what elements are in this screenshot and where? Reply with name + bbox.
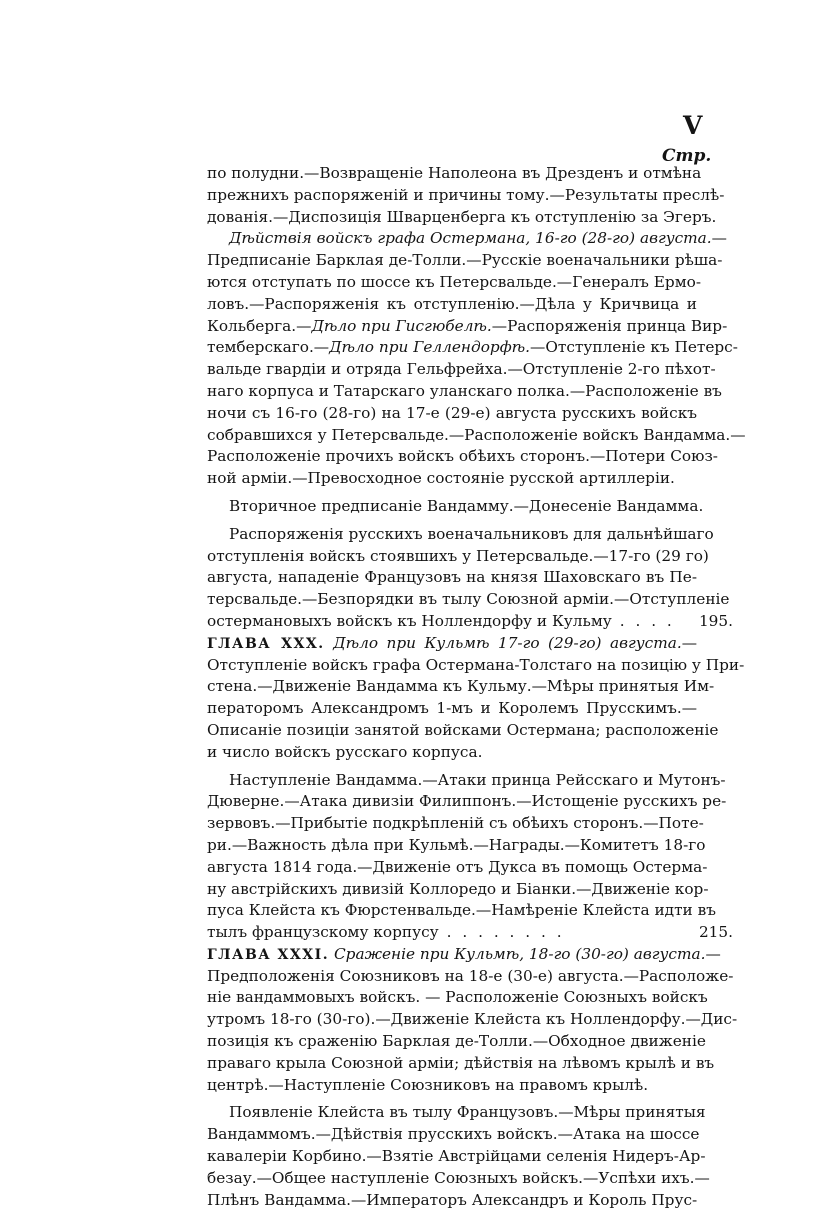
text-line: наго корпуса и Татарскаго уланскаго полка.—Расположеніе въ: [207, 381, 722, 400]
text-line: кавалеріи Корбино.—Взятіе Австрійцами селенія Нидеръ-Ар-: [207, 1147, 706, 1166]
text-line: Наступленіе Вандамма.—Атаки принца Рейсскаго и Мутонъ-: [229, 770, 726, 789]
text-line: Кольберга.—Дѣло при Гисгюбелѣ.—Распоряженія принца Вир-: [207, 316, 728, 335]
text-line: Отступленіе войскъ графа Остермана-Толстаго на позицію у При-: [207, 655, 745, 674]
text-line: Распоряженія русскихъ военачальниковъ для дальнѣйшаго: [229, 524, 714, 543]
text-line: пуса Клейста къ Фюрстенвальде.—Намѣреніе Клейста идти въ: [207, 901, 716, 920]
page-number: 215.: [698, 923, 733, 942]
page-roman-numeral: V: [683, 111, 703, 140]
text-line: Описаніе позиціи занятой войсками Остермана; расположеніе: [207, 720, 719, 739]
text-line: Плѣнъ Вандамма.—Императоръ Александръ и Король Прус-: [207, 1190, 698, 1209]
section-title-italic: Дѣйствія войскъ графа Остермана, 16-го (28-го) августа.: [229, 229, 712, 248]
text-line: ну австрійскихъ дивизій Коллоредо и Біанки.—Движеніе кор-: [207, 879, 709, 898]
text-line: Появленіе Клейста въ тылу Французовъ.—Мѣры принятыя: [229, 1103, 706, 1122]
leader-dots: . . . .: [619, 611, 675, 630]
chapter-label: ГЛАВА XXXI.: [207, 946, 330, 963]
text-line: темберскаго.—Дѣло при Геллендорфѣ.—Отступленіе къ Петерс-: [207, 338, 738, 357]
text-line: дованія.—Диспозиція Шварценберга къ отступленію за Эгеръ.: [207, 207, 717, 226]
text-line: Вторичное предписаніе Вандамму.—Донесеніе Вандамма.: [229, 496, 704, 515]
text-line: вальде гвардіи и отряда Гельфрейха.—Отступленіе 2-го пѣхот-: [207, 360, 716, 379]
text-line: зервовъ.—Прибытіе подкрѣпленій съ обѣихъ сторонъ.—Поте-: [207, 814, 704, 833]
toc-entry-line: тылъ французскому корпусу . . . . . . . . 215.: [207, 922, 697, 944]
toc-entry-line: остермановыхъ войскъ къ Ноллендорфу и Кульму . . . . 195.: [207, 611, 697, 633]
text-line: стена.—Движеніе Вандамма къ Кульму.—Мѣры принятыя Им-: [207, 677, 715, 696]
text-line: прежнихъ распоряженій и причины тому.—Результаты преслѣ-: [207, 185, 725, 204]
chapter-heading-line: ГЛАВА XXXI. Сраженіе при Кульмѣ, 18-го (30-го) августа.—: [207, 944, 721, 963]
contents-body: [207, 163, 746, 1211]
text-line: августа, нападеніе Французовъ на князя Шаховскаго въ Пе-: [207, 568, 697, 587]
text-line: ются отступать по шоссе къ Петерсвальде.—Генералъ Ермо-: [207, 272, 701, 291]
page-number: 195.: [698, 611, 733, 630]
text-line: отступленія войскъ стоявшихъ у Петерсвальде.—17-го (29 го): [207, 546, 709, 565]
text-line: ніе вандаммовыхъ войскъ. — Расположеніе Союзныхъ войскъ: [207, 988, 708, 1007]
chapter-heading-line: ГЛАВА XXX. Дѣло при Кульмѣ 17-го (29-го) августа.—: [207, 633, 697, 652]
chapter-label: ГЛАВА XXX.: [207, 635, 325, 652]
text-line: ной арміи.—Превосходное состояніе русской артиллеріи.: [207, 469, 675, 488]
text-line: ператоромъ Александромъ 1-мъ и Королемъ Прусскимъ.—: [207, 699, 697, 718]
chapter-title: Сраженіе при Кульмѣ, 18-го (30-го) августа.: [333, 944, 706, 963]
text-line: безау.—Общее наступленіе Союзныхъ войскъ.—Успѣхи ихъ.—: [207, 1168, 710, 1187]
text-line: Предписаніе Барклая де-Толли.—Русскіе военачальники рѣша-: [207, 251, 723, 270]
text-line: утромъ 18-го (30-го).—Движеніе Клейста къ Ноллендорфу.—Дис-: [207, 1010, 738, 1029]
text-line: Вандаммомъ.—Дѣйствія прусскихъ войскъ.—Атака на шоссе: [207, 1125, 700, 1144]
text-line: центрѣ.—Наступленіе Союзниковъ на правомъ крылѣ.: [207, 1075, 649, 1094]
leader-dots: . . . . . . . .: [446, 923, 565, 942]
text-line: по полудни.—Возвращеніе Наполеона въ Дрезденъ и отмѣна: [207, 164, 702, 182]
section-title-italic: Дѣло при Гисгюбелѣ.: [311, 316, 492, 335]
text-line: позиція къ сраженію Барклая де-Толли.—Обходное движеніе: [207, 1032, 706, 1051]
text-line: ночи съ 16-го (28-го) на 17-е (29-е) августа русскихъ войскъ: [207, 403, 697, 422]
text-line: ри.—Важность дѣла при Кульмѣ.—Награды.—Комитетъ 18-го: [207, 835, 706, 854]
text-line: Дѣйствія войскъ графа Остермана, 16-го (28-го) августа.—: [229, 229, 727, 248]
text-line: терсвальде.—Безпорядки въ тылу Союзной арміи.—Отступленіе: [207, 590, 730, 609]
text-line: и число войскъ русскаго корпуса.: [207, 742, 483, 761]
text-line: ловъ.—Распоряженія къ отступленію.—Дѣла у Кричвица и: [207, 294, 697, 313]
chapter-title: Дѣло при Кульмѣ 17-го (29-го) августа.: [333, 633, 682, 652]
text-line: собравшихся у Петерсвальде.—Расположеніе войскъ Вандамма.—: [207, 425, 746, 444]
text-line: праваго крыла Союзной арміи; дѣйствія на лѣвомъ крылѣ и въ: [207, 1053, 715, 1072]
text-line: Дюверне.—Атака дивизіи Филиппонъ.—Истощеніе русскихъ ре-: [207, 792, 727, 811]
text-line: Расположеніе прочихъ войскъ обѣихъ сторонъ.—Потери Союз-: [207, 447, 718, 466]
text-line: августа 1814 года.—Движеніе отъ Дукса въ помощь Остерма-: [207, 857, 708, 876]
page-column-label: Стр.: [662, 146, 712, 166]
text-line: Предположенія Союзниковъ на 18-е (30-е) августа.—Расположе-: [207, 966, 734, 985]
section-title-italic: Дѣло при Геллендорфѣ.: [329, 338, 531, 357]
